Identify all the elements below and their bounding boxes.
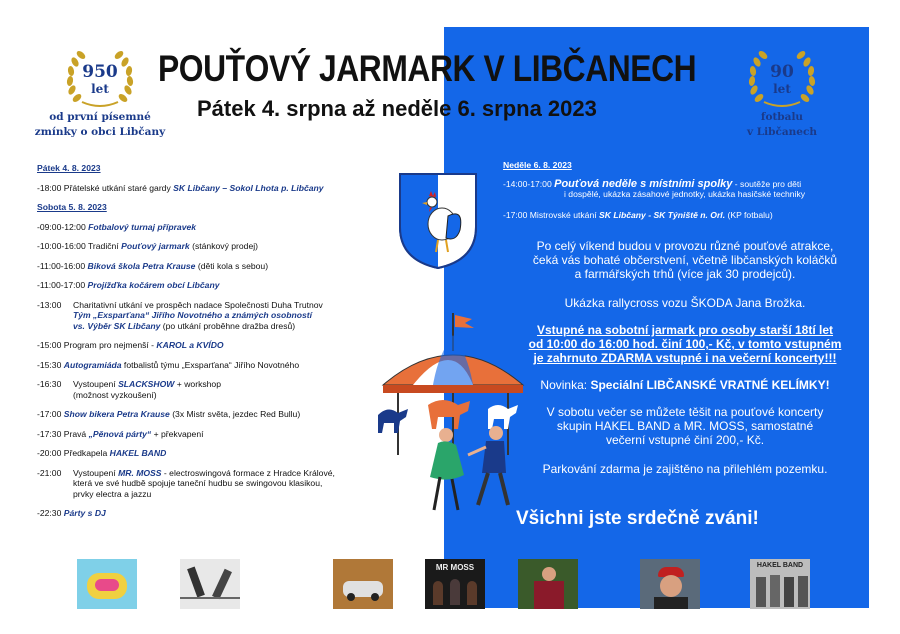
info-cups: [480, 378, 890, 392]
list-item: [503, 210, 858, 221]
list-item: [503, 179, 858, 200]
list-item: [37, 241, 437, 252]
event-highlight: vs. Výběr SK Libčany: [73, 320, 161, 331]
event-time: -20:00: [37, 448, 62, 458]
info-highlight: Speciální LIBČANSKÉ VRATNÉ KELÍMKY!: [590, 378, 830, 392]
event-text: Mistrovské utkání: [529, 209, 600, 220]
thumb-label: HAKEL BAND: [756, 562, 804, 569]
info-line: skupin HAKEL BAND a MR. MOSS, samostatné: [556, 419, 814, 433]
event-time: -13:00: [37, 299, 62, 310]
event-highlight: SK Libčany - SK Týniště n. Orl.: [599, 209, 726, 220]
event-text: Vystoupení: [73, 379, 119, 389]
event-time: -15:30: [37, 359, 62, 370]
event-highlight: Projížďka kočárem obcí Libčany: [87, 280, 220, 290]
info-label: Novinka:: [540, 378, 591, 392]
event-note: + workshop: [174, 379, 221, 389]
event-highlight: Fotbalový turnaj přípravek: [88, 221, 197, 232]
page-title: POUŤOVÝ JARMARK V LIBČANECH: [158, 48, 697, 89]
footballer-photo: [518, 559, 578, 609]
event-highlight: Pouťový jarmark: [121, 241, 190, 251]
info-line: Ukázka rallycross vozu ŠKODA Jana Brožka.: [564, 296, 806, 310]
info-line: Vstupné na sobotní jarmark pro osoby starší 18tí let: [536, 323, 834, 337]
event-note: - soutěže pro děti: [732, 178, 802, 189]
event-time: -22:30: [37, 508, 62, 518]
event-time: -10:00-16:00: [37, 241, 86, 251]
event-text: Pravá: [63, 428, 89, 439]
event-note: + překvapení: [151, 428, 204, 439]
event-note: (KP fotbalu): [725, 209, 773, 220]
badge-number: 90: [770, 62, 794, 82]
info-line: je zahrnuto ZDARMA vstupné i na večerní koncerty!!!: [533, 351, 837, 365]
badge-caption-line2: zmínky o obci Libčany: [34, 126, 166, 138]
event-text: Přátelské utkání staré gardy: [63, 182, 174, 193]
day-heading-saturday: Sobota 5. 8. 2023: [37, 202, 107, 212]
info-line: a farmářských trhů (více jak 30 prodejců).: [574, 267, 796, 281]
event-note: která ve své hudbě spojuje taneční hudbu se swingovou klasikou,: [73, 478, 323, 488]
event-time: -11:00-16:00: [37, 260, 86, 271]
info-line: od 10:00 do 16:00 hod. činí 100,- Kč, v tomto vstupném: [528, 337, 842, 351]
mr-moss-photo: [425, 559, 485, 609]
list-item: [37, 183, 437, 194]
karol-kvido-photo: [77, 559, 137, 609]
welcome-text: Všichni jste srdečně zváni!: [516, 508, 759, 529]
event-text: Předkapela: [63, 448, 110, 458]
event-note: (možnost vyzkoušení): [73, 389, 157, 400]
event-highlight: KAROL a KVÍDO: [156, 340, 224, 350]
day-heading-friday: Pátek 4. 8. 2023: [37, 163, 101, 173]
event-note: i dospělé, ukázka zásahové jednotky, ukázka hasičské techniky: [564, 189, 806, 199]
badge-unit: let: [91, 82, 109, 96]
info-entry-fee: [480, 323, 890, 365]
event-note: - electroswingová formace z Hradce Králové,: [161, 467, 335, 478]
event-highlight: „Pěnová párty“: [88, 428, 152, 439]
event-time: -17:00: [503, 209, 528, 220]
badge-950-let: [30, 36, 170, 146]
badge-number: 950: [82, 62, 118, 82]
slackshow-photo: [180, 559, 240, 609]
event-text: Program pro nejmenší -: [63, 340, 157, 350]
list-item: [37, 280, 437, 291]
info-concerts: [480, 405, 890, 447]
program-right: [503, 160, 858, 230]
event-highlight: Biková škola Petra Krause: [87, 260, 196, 271]
event-time: -17:30: [37, 428, 62, 439]
hakel-band-photo: [750, 559, 810, 609]
day-heading-sunday: Neděle 6. 8. 2023: [503, 160, 572, 170]
event-text: Charitativní utkání ve prospěch nadace Společnosti Duha Trutnov: [73, 299, 323, 310]
photo-strip: [0, 559, 900, 611]
event-highlight: Párty s DJ: [63, 508, 106, 518]
list-item: [37, 222, 437, 233]
event-note: (3x Mistr světa, jezdec Red Bullu): [169, 409, 301, 419]
info-parking: [480, 462, 890, 476]
event-highlight: HAKEL BAND: [109, 448, 167, 458]
event-text: Vystoupení: [73, 467, 119, 478]
event-note: (stánkový prodej): [189, 241, 259, 251]
event-highlight: SLACKSHOW: [118, 379, 175, 389]
info-attractions: [480, 239, 890, 281]
badge-caption-line2: v Libčanech: [746, 126, 817, 138]
event-highlight: MR. MOSS: [118, 467, 162, 478]
event-note: fotbalistů týmu „Exsparťana“ Jiřího Novotného: [121, 359, 300, 370]
badge-caption-line1: od první písemné: [49, 111, 151, 123]
event-time: -16:30: [37, 379, 62, 389]
info-line: večerní vstupné činí 200,- Kč.: [605, 433, 765, 447]
badge-caption-line1: fotbalu: [760, 111, 804, 123]
page-subtitle: Pátek 4. srpna až neděle 6. srpna 2023: [197, 96, 597, 121]
list-item: [37, 261, 437, 272]
event-highlight: Tým „Exsparťana“ Jiřího Novotného a známých osobností: [73, 310, 313, 320]
event-highlight: SK Libčany – Sokol Lhota p. Libčany: [173, 182, 324, 193]
event-time: -15:00: [37, 340, 62, 350]
event-highlight: Autogramiáda: [63, 359, 122, 370]
coat-of-arms-icon: [398, 172, 478, 270]
event-time: -11:00-17:00: [37, 280, 86, 290]
biker-photo: [640, 559, 700, 609]
info-line: čeká vás bohaté občerstvení, včetně libčanských koláčků: [532, 253, 838, 267]
badge-90-let: [712, 36, 852, 146]
event-time: -21:00: [37, 467, 62, 478]
event-time: -17:00: [37, 409, 62, 419]
badge-unit: let: [773, 82, 791, 96]
info-line: V sobotu večer se můžete těšit na pouťové koncerty: [546, 405, 824, 419]
rallycross-photo: [333, 559, 393, 609]
info-rallycross: [480, 296, 890, 310]
event-note: (děti kola s sebou): [195, 260, 269, 271]
event-note: (po utkání proběhne dražba dresů): [160, 320, 296, 331]
thumb-label: MR MOSS: [435, 563, 475, 572]
event-note: prvky electra a jazzu: [73, 488, 152, 499]
event-highlight: Show bikera Petra Krause: [63, 409, 170, 419]
event-time: -14:00-17:00: [503, 178, 552, 189]
info-line: Po celý víkend budou v provozu různé pouťové atrakce,: [536, 239, 834, 253]
info-line: Parkování zdarma je zajištěno na přilehlém pozemku.: [542, 462, 828, 476]
event-highlight: Pouťová neděle s místními spolky: [554, 177, 733, 190]
event-time: -09:00-12:00: [37, 221, 86, 232]
event-text: Tradiční: [87, 241, 122, 251]
event-time: -18:00: [37, 182, 62, 193]
